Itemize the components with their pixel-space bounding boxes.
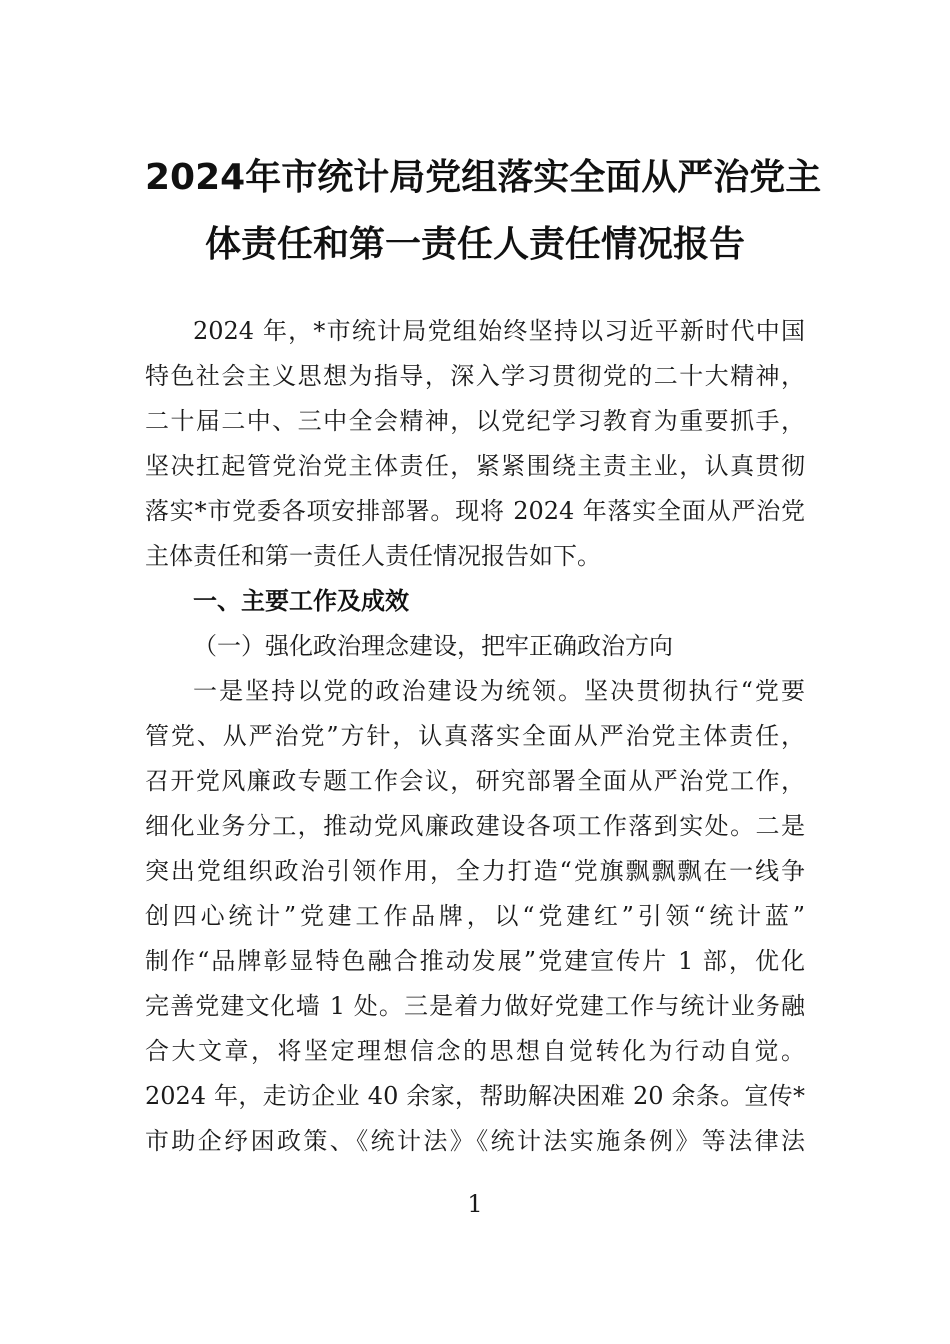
body-line: 市助企纾困政策、《统计法》《统计法实施条例》等法律法: [145, 1127, 805, 1155]
document-title-line-2: 体责任和第一责任人责任情况报告: [204, 224, 745, 265]
intro-line: 二十届二中、三中全会精神，以党纪学习教育为重要抓手，: [145, 407, 805, 435]
body-line: 一是坚持以党的政治建设为统领。坚决贯彻执行“党要: [193, 677, 805, 705]
body-line: 细化业务分工，推动党风廉政建设各项工作落到实处。二是: [145, 812, 805, 840]
section-heading: 一、主要工作及成效: [193, 587, 409, 615]
body-line: 2024 年，走访企业 40 余家，帮助解决困难 20 余条。宣传*: [145, 1082, 805, 1110]
body-line: 完善党建文化墙 1 处。三是着力做好党建工作与统计业务融: [145, 992, 805, 1020]
document-title-line-1: 2024年市统计局党组落实全面从严治党主: [145, 157, 822, 198]
body-line: 突出党组织政治引领作用，全力打造“党旗飘飘飘在一线争: [145, 857, 805, 885]
page-number: 1: [467, 1190, 483, 1218]
subsection-heading: （一）强化政治理念建设，把牢正确政治方向: [193, 632, 673, 660]
body-line: 合大文章，将坚定理想信念的思想自觉转化为行动自觉。: [145, 1037, 805, 1065]
body-line: 召开党风廉政专题工作会议，研究部署全面从严治党工作，: [145, 767, 805, 795]
body-line: 创四心统计”党建工作品牌，以“党建红”引领“统计蓝”: [145, 902, 805, 930]
intro-line: 主体责任和第一责任人责任情况报告如下。: [145, 542, 601, 570]
intro-line: 落实*市党委各项安排部署。现将 2024 年落实全面从严治党: [145, 497, 805, 525]
body-line: 管党、从严治党”方针，认真落实全面从严治党主体责任，: [145, 722, 805, 750]
intro-line: 坚决扛起管党治党主体责任，紧紧围绕主责主业，认真贯彻: [145, 452, 805, 480]
intro-line: 2024 年，*市统计局党组始终坚持以习近平新时代中国: [193, 317, 805, 345]
body-line: 制作“品牌彰显特色融合推动发展”党建宣传片 1 部，优化: [145, 947, 805, 975]
intro-line: 特色社会主义思想为指导，深入学习贯彻党的二十大精神，: [145, 362, 805, 390]
